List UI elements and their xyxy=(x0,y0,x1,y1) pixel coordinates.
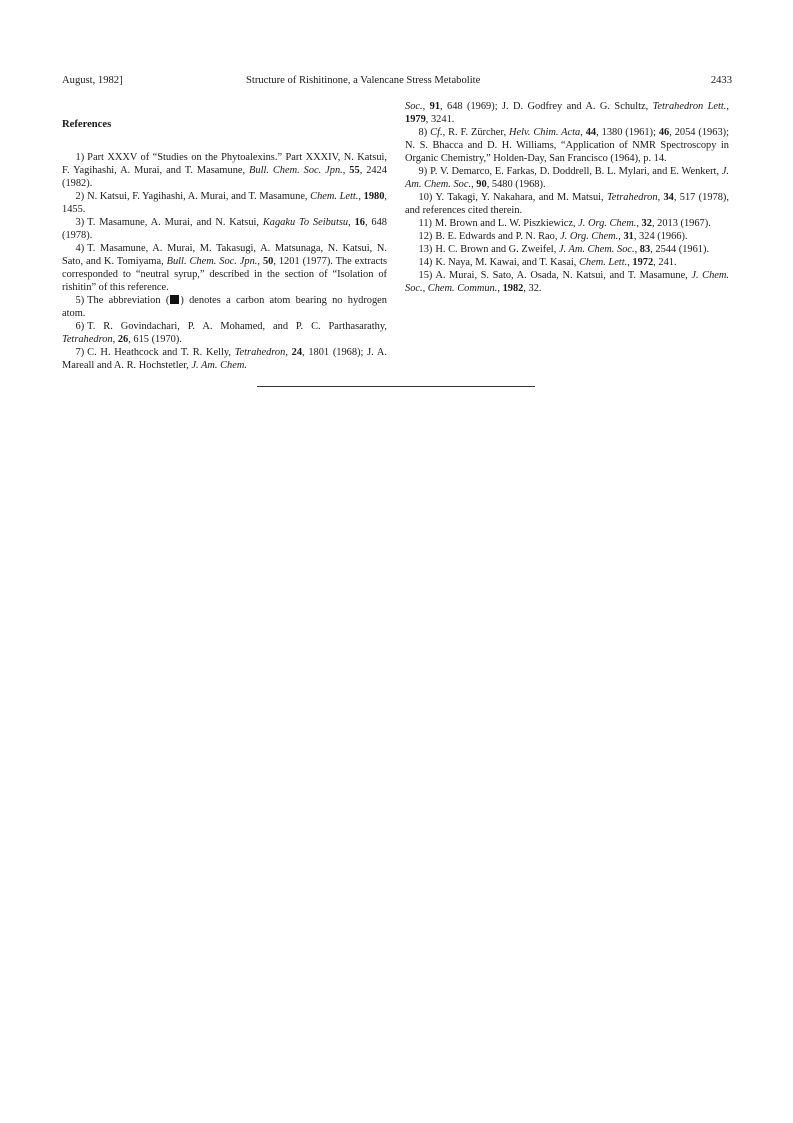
reference-text: Part XXXV of “Studies on the Phytoalexins.” Part XXXIV, N. Katsui, F. Yagihashi, A. Murai, and T. Masamune, xyxy=(62,152,387,176)
reference-text: , xyxy=(257,256,263,267)
reference-text: T. Masamune, A. Murai, M. Takasugi, A. Matsunaga, N. Katsui, N. Sato, and K. Tomiyama, xyxy=(62,243,387,267)
reference-item xyxy=(405,230,729,243)
journal-name: Tetrahedron xyxy=(62,334,113,345)
end-rule xyxy=(257,386,535,387)
journal-name: Bull. Chem. Soc. Jpn. xyxy=(166,256,258,267)
journal-name: J. Org. Chem. xyxy=(560,231,619,242)
reference-text: , 1201 (1977). The extracts corresponded to “neutral syrup,” described in the section of “Isolation of rishitin” of this reference. xyxy=(62,256,388,293)
reference-item xyxy=(62,216,387,242)
reference-text: , xyxy=(342,165,350,176)
journal-name: Chem. Lett. xyxy=(578,257,628,268)
reference-list-right xyxy=(405,126,729,295)
volume-number: 1982 xyxy=(502,283,524,294)
right-column xyxy=(405,100,729,295)
reference-text: A. Murai, S. Sato, A. Osada, N. Katsui, and T. Masamune, xyxy=(435,270,692,281)
volume-number: 50 xyxy=(262,256,274,267)
reference-text: ) denotes a carbon atom bearing no hydrogen atom. xyxy=(62,295,387,319)
reference-item xyxy=(62,242,387,294)
reference-text: , 3241. xyxy=(425,114,455,125)
reference-text: , 1455. xyxy=(62,191,388,215)
reference-text: , 241. xyxy=(653,257,677,268)
reference-text: , xyxy=(636,218,642,229)
reference-text: , 1380 (1961); xyxy=(596,127,659,138)
journal-name: Bull. Chem. Soc. Jpn. xyxy=(249,165,343,176)
volume-number: 31 xyxy=(623,231,634,242)
reference-item xyxy=(62,294,387,320)
journal-name: Cf. xyxy=(430,127,443,138)
reference-number: 8) xyxy=(418,127,428,138)
journal-name: Tetrahedron Lett. xyxy=(652,101,727,112)
journal-name: Chem. Lett. xyxy=(310,191,359,202)
reference-number: 5) xyxy=(75,295,85,306)
reference-number: 15) xyxy=(418,270,433,281)
reference-text: , xyxy=(726,101,729,112)
reference-text: The abbreviation ( xyxy=(87,295,170,306)
reference-number: 1) xyxy=(75,152,85,163)
page-number: 2433 xyxy=(710,75,732,86)
volume-number: 24 xyxy=(291,347,303,358)
volume-number: 1972 xyxy=(632,257,654,268)
reference-text: K. Naya, M. Kawai, and T. Kasai, xyxy=(435,257,579,268)
reference-text: T. Masamune, A. Murai, and N. Katsui, xyxy=(87,217,263,228)
reference-text: , 324 (1966). xyxy=(633,231,688,242)
volume-number: 34 xyxy=(663,192,674,203)
volume-number: 90 xyxy=(476,179,487,190)
reference-number: 12) xyxy=(418,231,433,242)
reference-text: , 32. xyxy=(523,283,542,294)
reference-text: N. Katsui, F. Yagihashi, A. Murai, and T. Masamune, xyxy=(87,191,311,202)
reference-text: , xyxy=(348,217,355,228)
reference-text: , 648 (1978). xyxy=(62,217,388,241)
reference-item xyxy=(405,269,729,295)
reference-text: , xyxy=(112,334,118,345)
reference-number: 2) xyxy=(75,191,85,202)
journal-name: Soc. xyxy=(405,101,423,112)
reference-text: , 2054 (1963); N. S. Bhacca and D. H. Williams, “Application of NMR Spectroscopy in Organic Chemistry,” Holden-Day, San Francisco (1964), p. 14. xyxy=(405,127,729,164)
reference-text: Y. Takagi, Y. Nakahara, and M. Matsui, xyxy=(435,192,607,203)
journal-name: Kagaku To Seibutsu xyxy=(262,217,349,228)
journal-name: Tetrahedron xyxy=(234,347,286,358)
reference-list-left xyxy=(62,151,387,372)
journal-name: J. Am. Chem. Soc. xyxy=(405,166,729,190)
reference-item xyxy=(62,151,387,190)
reference-item xyxy=(405,243,729,256)
reference-text: , 517 (1978), and references cited therein. xyxy=(405,192,729,216)
journal-name: J. Org. Chem. xyxy=(578,218,637,229)
volume-number: 16 xyxy=(354,217,365,228)
volume-number: 91 xyxy=(429,101,441,112)
reference-text: , 648 (1969); J. D. Godfrey and A. G. Schultz, xyxy=(440,101,653,112)
volume-number: 1980 xyxy=(363,191,385,202)
reference-text: , xyxy=(580,127,586,138)
running-header-title: Structure of Rishitinone, a Valencane Stress Metabolite xyxy=(246,75,481,86)
reference-text: , 1801 (1968); J. A. Mareall and A. R. Hochstetler, xyxy=(62,347,387,371)
reference-text: T. R. Govindachari, P. A. Mohamed, and P. C. Parthasarathy, xyxy=(87,321,387,332)
reference-text: M. Brown and L. W. Piszkiewicz, xyxy=(434,218,579,229)
running-header-date: August, 1982] xyxy=(62,75,123,86)
reference-text: , 2544 (1961). xyxy=(650,244,710,255)
reference-item xyxy=(405,165,729,191)
volume-number: 1979 xyxy=(405,114,426,125)
references-heading: References xyxy=(62,119,112,130)
reference-text: , xyxy=(285,347,292,358)
reference-item xyxy=(62,346,387,372)
reference-number: 4) xyxy=(75,243,85,254)
journal-name: Tetrahedron xyxy=(606,192,658,203)
reference-7-continuation xyxy=(405,100,729,126)
reference-text: H. C. Brown and G. Zweifel, xyxy=(435,244,559,255)
reference-text: , 2424 (1982). xyxy=(62,165,387,189)
reference-text: , xyxy=(358,191,364,202)
left-column xyxy=(62,100,387,372)
reference-number: 14) xyxy=(418,257,433,268)
reference-text: , xyxy=(471,179,477,190)
reference-text: , xyxy=(618,231,624,242)
reference-text: , xyxy=(497,283,503,294)
reference-text: , 5480 (1968). xyxy=(486,179,546,190)
reference-text: , 2013 (1967). xyxy=(651,218,711,229)
reference-item xyxy=(405,126,729,165)
journal-name: Helv. Chim. Acta xyxy=(508,127,581,138)
reference-text: , R. F. Zürcher, xyxy=(442,127,509,138)
volume-number: 26 xyxy=(117,334,129,345)
reference-number: 7) xyxy=(75,347,85,358)
volume-number: 32 xyxy=(641,218,652,229)
reference-item xyxy=(405,256,729,269)
reference-item xyxy=(405,217,729,230)
reference-number: 10) xyxy=(418,192,433,203)
volume-number: 83 xyxy=(639,244,651,255)
volume-number: 55 xyxy=(349,165,360,176)
journal-name: J. Chem. Soc., Chem. Commun. xyxy=(405,270,729,294)
reference-text: P. V. Demarco, E. Farkas, D. Doddrell, B. L. Mylari, and E. Wenkert, xyxy=(430,166,722,177)
filled-square-symbol xyxy=(170,295,179,304)
reference-text: , xyxy=(657,192,664,203)
reference-number: 13) xyxy=(418,244,433,255)
reference-number: 6) xyxy=(75,321,85,332)
reference-text: , xyxy=(422,101,430,112)
volume-number: 44 xyxy=(585,127,597,138)
reference-text: , xyxy=(627,257,633,268)
journal-name: J. Am. Chem. xyxy=(191,360,247,371)
reference-text: B. E. Edwards and P. N. Rao, xyxy=(435,231,561,242)
reference-text: C. H. Heathcock and T. R. Kelly, xyxy=(87,347,235,358)
reference-text: , xyxy=(634,244,640,255)
reference-item xyxy=(62,190,387,216)
reference-number: 3) xyxy=(75,217,85,228)
volume-number: 46 xyxy=(658,127,670,138)
reference-number: 9) xyxy=(418,166,428,177)
reference-number: 11) xyxy=(418,218,432,229)
reference-item xyxy=(405,191,729,217)
reference-text: , 615 (1970). xyxy=(128,334,182,345)
journal-name: J. Am. Chem. Soc. xyxy=(558,244,635,255)
reference-item xyxy=(62,320,387,346)
